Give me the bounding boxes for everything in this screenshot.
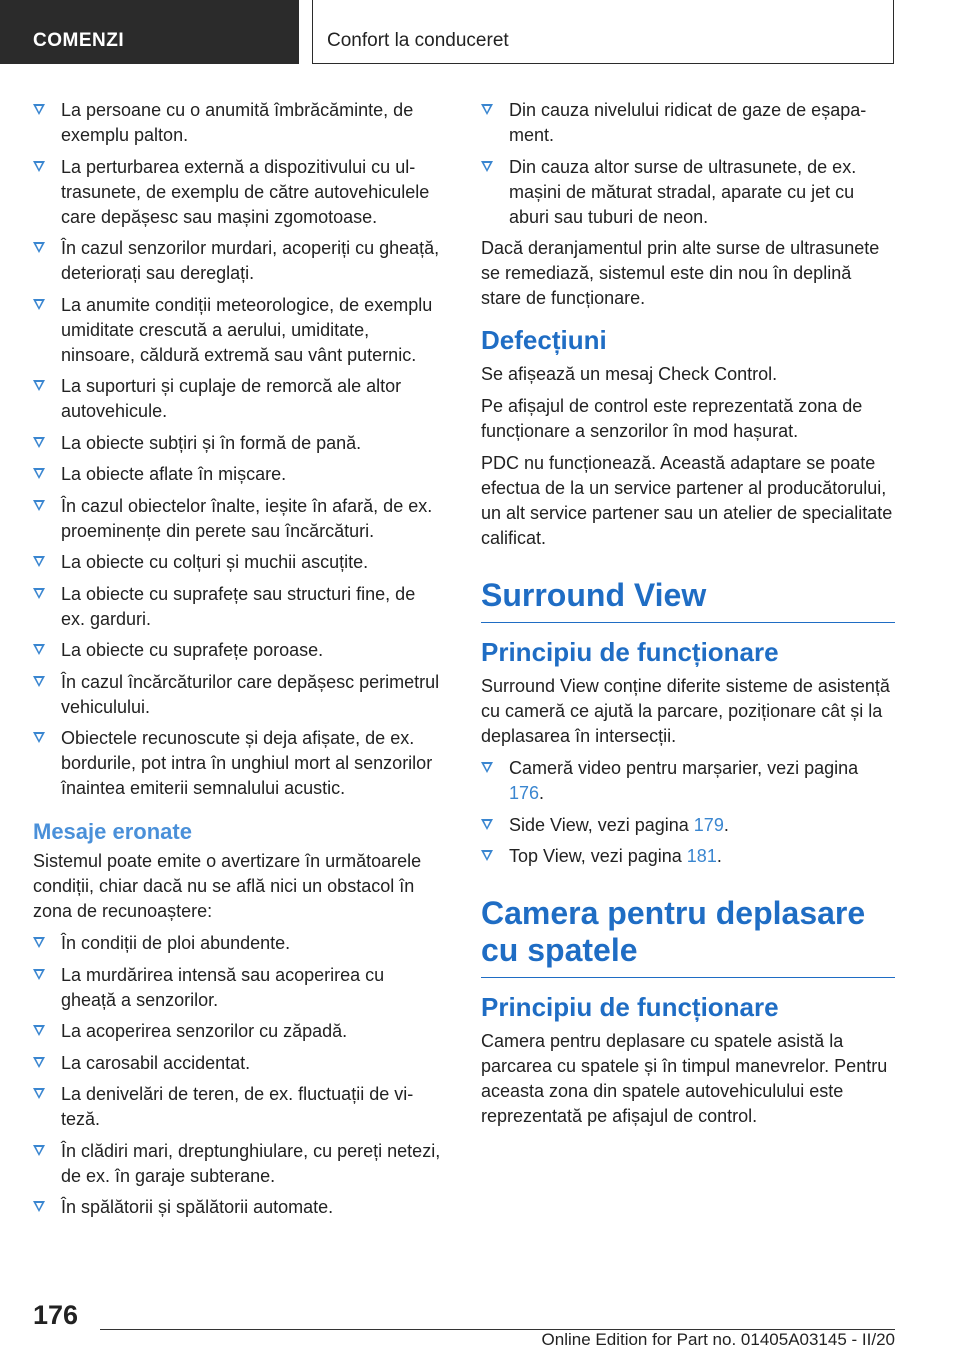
bullet-triangle-icon <box>33 588 45 599</box>
bullet-triangle-icon <box>33 437 45 448</box>
left-column <box>33 98 443 1227</box>
list-item: La carosabil accidentat. <box>33 1051 443 1076</box>
list-item: În clădiri mari, dreptunghiulare, cu pereți netezi, de ex. în garaje subterane. <box>33 1139 443 1189</box>
bullet-triangle-icon <box>481 819 493 830</box>
bullet-triangle-icon <box>33 299 45 310</box>
page-link[interactable]: 179 <box>693 814 724 835</box>
footer-edition: Online Edition for Part no. 01405A03145 - II/20 <box>541 1330 895 1349</box>
list-false-warnings <box>33 931 443 1220</box>
list-item: În condiții de ploi abundente. <box>33 931 443 956</box>
heading-camera: Camera pentru deplasare cu spatele <box>481 895 895 978</box>
bullet-triangle-icon <box>33 500 45 511</box>
bullet-triangle-icon <box>33 380 45 391</box>
list-item: La murdărirea intensă sau acoperirea cu gheață a senzorilor. <box>33 963 443 1013</box>
list-item: La suporturi și cuplaje de remorcă ale altor autovehicule. <box>33 374 443 424</box>
list-limits <box>33 98 443 801</box>
list-item: În spălătorii și spălătorii automate. <box>33 1195 443 1220</box>
bullet-triangle-icon <box>481 104 493 115</box>
list-item: În cazul încărcăturilor care depășesc perimetrul vehiculului. <box>33 670 443 720</box>
header-chapter-box <box>312 0 894 64</box>
right-column <box>481 98 895 1136</box>
page-number: 176 <box>33 1300 79 1330</box>
paragraph: Se afișează un mesaj Check Control. <box>481 364 778 384</box>
paragraph: Pe afișajul de control este reprezentată zona de funcționare a senzorilor în mod hașurat. <box>481 396 863 441</box>
list-item: În cazul obiectelor înalte, ieșite în afară, de ex. proeminențe din perete sau încărcături. <box>33 494 443 544</box>
list-item: La obiecte aflate în mișcare. <box>33 462 443 487</box>
heading-surround-view: Surround View <box>481 577 895 623</box>
bullet-triangle-icon <box>481 161 493 172</box>
list-item: La obiecte cu suprafețe poroase. <box>33 638 443 663</box>
bullet-triangle-icon <box>33 1201 45 1212</box>
list-item: Din cauza altor surse de ultrasunete, de ex. mașini de măturat stradal, aparate cu jet cu aburi sau tuburi de neon. <box>481 155 895 230</box>
list-item: Top View, vezi pagina 181. <box>481 844 895 869</box>
list-item: Obiectele recunoscute și deja afișate, de ex. bordurile, pot intra în unghiul mort al senzorilor înaintea emiterii semnalului acustic. <box>33 726 443 801</box>
bullet-triangle-icon <box>33 1088 45 1099</box>
page-link[interactable]: 176 <box>509 783 540 803</box>
bullet-triangle-icon <box>33 937 45 948</box>
list-item: În cazul senzorilor murdari, acoperiți cu gheață, deteriorați sau dereglați. <box>33 236 443 286</box>
bullet-triangle-icon <box>33 242 45 253</box>
bullet-triangle-icon <box>33 969 45 980</box>
bullet-triangle-icon <box>33 556 45 567</box>
list-item: La persoane cu o anumită îmbrăcăminte, de exemplu palton. <box>33 98 443 148</box>
heading-principiu: Principiu de funcționare <box>481 637 779 667</box>
bullet-triangle-icon <box>33 468 45 479</box>
bullet-triangle-icon <box>33 1057 45 1068</box>
bullet-triangle-icon <box>33 732 45 743</box>
paragraph: Surround View conține diferite sisteme de asistență cu cameră ce ajută la parcare, poziționare cât și la deplasarea în intersecții. <box>481 676 890 746</box>
paragraph: Sistemul poate emite o avertizare în următoarele condiții, chiar dacă nu se află nici un obstacol în zona de recunoaștere: <box>33 851 422 921</box>
bullet-triangle-icon <box>33 644 45 655</box>
list-item: La obiecte cu suprafețe sau structuri fine, de ex. garduri. <box>33 582 443 632</box>
header-section-tab <box>0 0 299 64</box>
paragraph: Dacă deranjamentul prin alte surse de ultrasunete se remediază, sistemul este din nou în deplină stare de funcționare. <box>481 238 880 308</box>
list-item: La perturbarea externă a dispozitivului cu ultrasunete, de exemplu de către autovehiculele care depășesc sau mașini zgomotoase. <box>33 155 443 230</box>
page-link[interactable]: 181 <box>686 846 717 866</box>
list-item: Cameră video pentru marșarier, vezi pagina 176. <box>481 756 895 806</box>
paragraph: PDC nu funcționează. Această adaptare se poate efectua de la un service partener al producătorului, un alt service partener sau un atelier de specialitate calificat. <box>481 453 893 548</box>
bullet-triangle-icon <box>33 676 45 687</box>
header-chapter: Confort la conduceret <box>327 30 509 51</box>
list-item: Side View, vezi pagina 179. <box>481 813 895 838</box>
bullet-triangle-icon <box>33 161 45 172</box>
bullet-triangle-icon <box>33 104 45 115</box>
list-item: La anumite condiții meteorologice, de exemplu umiditate crescută a aerului, umiditate, ninsoare, căldură extremă sau vânt puternic. <box>33 293 443 368</box>
list-item: La obiecte cu colțuri și muchii ascuțite. <box>33 550 443 575</box>
list-item: Din cauza nivelului ridicat de gaze de eșapament. <box>481 98 895 148</box>
heading-mesaje-eronate: Mesaje eronate <box>33 819 192 844</box>
bullet-triangle-icon <box>33 1025 45 1036</box>
heading-defectiuni: Defecțiuni <box>481 325 607 355</box>
header-section: COMENZI <box>33 30 125 51</box>
paragraph: Camera pentru deplasare cu spatele asistă la parcarea cu spatele și în timpul manevrelor. Pentru aceasta zona din spatele autovehiculului este reprezentată pe afișajul de control. <box>481 1031 888 1126</box>
bullet-triangle-icon <box>33 1145 45 1156</box>
list-item: La denivelări de teren, de ex. fluctuații de viteză. <box>33 1082 443 1132</box>
bullet-triangle-icon <box>481 850 493 861</box>
bullet-triangle-icon <box>481 762 493 773</box>
list-item: La obiecte subțiri și în formă de pană. <box>33 431 443 456</box>
heading-principiu: Principiu de funcționare <box>481 992 779 1022</box>
list-item: La acoperirea senzorilor cu zăpadă. <box>33 1019 443 1044</box>
